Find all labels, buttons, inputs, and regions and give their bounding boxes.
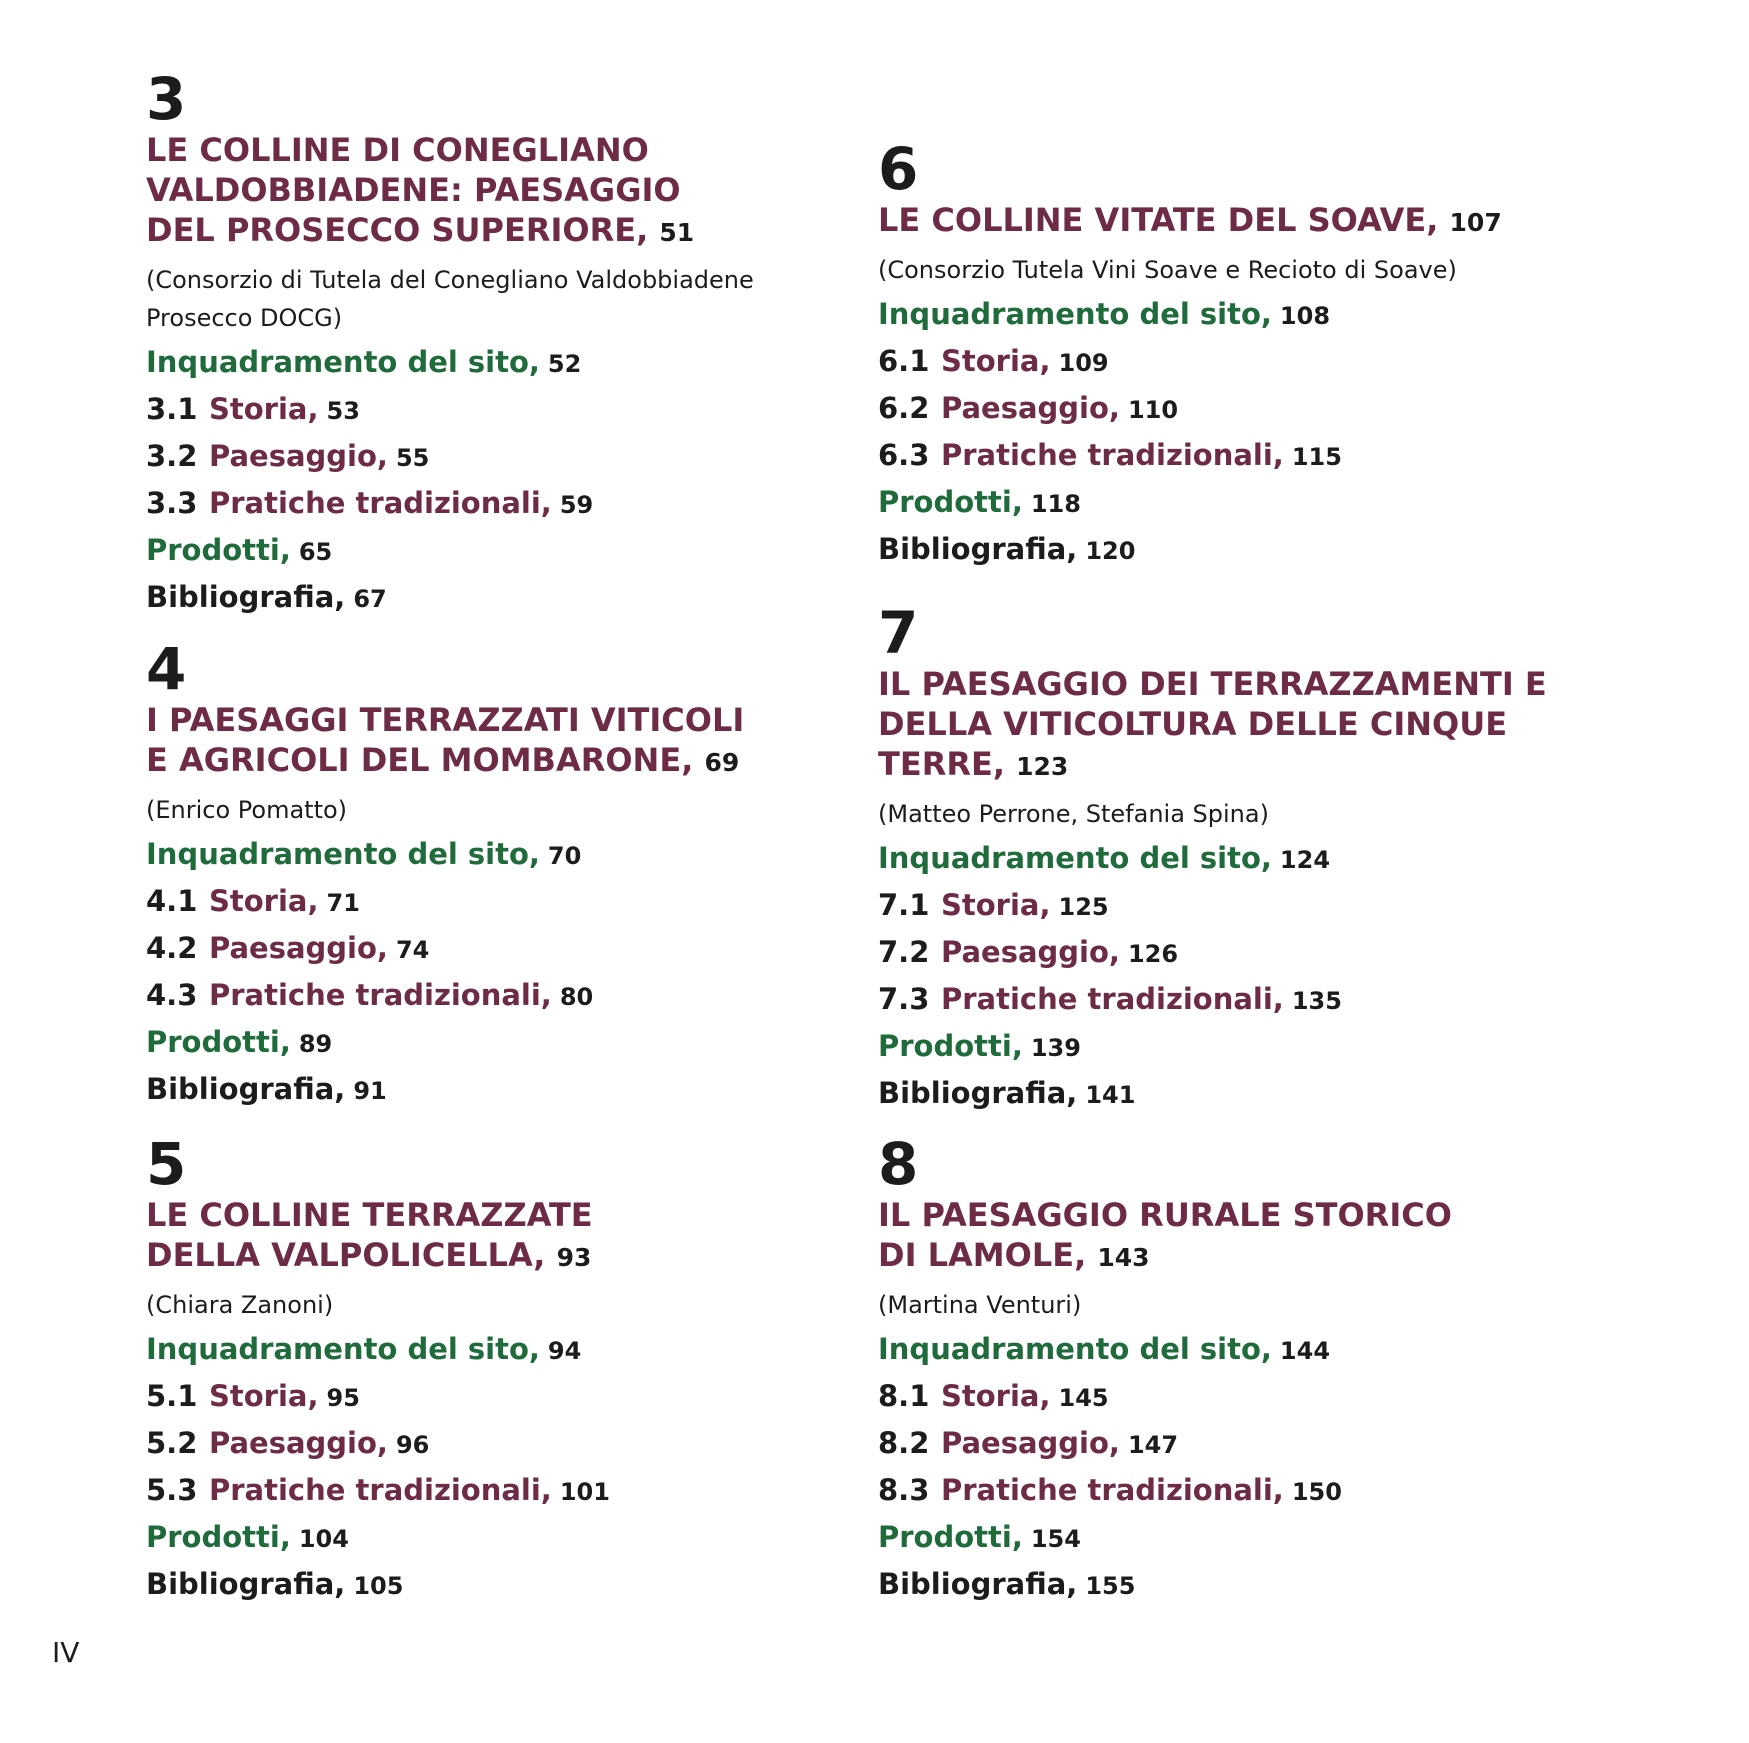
chapter-7 — [878, 599, 1638, 1117]
toc-entry-inquadramento[interactable]: Inquadramento del sito, 52 — [146, 345, 582, 379]
toc-entry-section[interactable]: 7.3 Pratiche tradizionali, 135 — [878, 982, 1342, 1016]
chapter-page: 51 — [659, 218, 695, 247]
toc-entry-prodotti[interactable]: Prodotti, 118 — [878, 485, 1081, 519]
toc-entry-section[interactable]: 4.1 Storia, 71 — [146, 884, 360, 918]
chapter-author: (Consorzio di Tutela del Conegliano Valdobbiadene Prosecco DOCG) — [146, 266, 754, 332]
chapter-page: 93 — [556, 1243, 592, 1272]
toc-entry-prodotti[interactable]: Prodotti, 65 — [146, 533, 333, 567]
toc-entry-prodotti[interactable]: Prodotti, 104 — [146, 1520, 349, 1554]
toc-entry-inquadramento[interactable]: Inquadramento del sito, 94 — [146, 1332, 582, 1366]
chapter-author: (Consorzio Tutela Vini Soave e Recioto di Soave) — [878, 256, 1457, 284]
toc-entry-section[interactable]: 4.3 Pratiche tradizionali, 80 — [146, 978, 594, 1012]
chapter-page: 69 — [704, 748, 740, 777]
chapter-title[interactable]: LE COLLINE DI CONEGLIANO VALDOBBIADENE: PAESAGGIO DEL PROSECCO SUPERIORE, 51 — [146, 131, 695, 249]
toc-entry-section[interactable]: 8.2 Paesaggio, 147 — [878, 1426, 1179, 1460]
chapter-number: 8 — [878, 1130, 919, 1198]
chapter-number: 4 — [146, 635, 187, 703]
toc-entry-section[interactable]: 3.3 Pratiche tradizionali, 59 — [146, 486, 594, 520]
toc-entry-bibliografia[interactable]: Bibliografia, 120 — [878, 532, 1136, 566]
chapter-8 — [878, 1130, 1638, 1608]
chapter-title[interactable]: LE COLLINE TERRAZZATE DELLA VALPOLICELLA, 93 — [146, 1196, 593, 1274]
toc-entry-section[interactable]: 5.3 Pratiche tradizionali, 101 — [146, 1473, 610, 1507]
chapter-5 — [146, 1130, 906, 1608]
toc-entry-inquadramento[interactable]: Inquadramento del sito, 108 — [878, 297, 1331, 331]
chapter-author: (Enrico Pomatto) — [146, 796, 348, 824]
toc-entry-inquadramento[interactable]: Inquadramento del sito, 124 — [878, 841, 1331, 875]
chapter-4 — [146, 635, 906, 1113]
toc-entry-section[interactable]: 5.2 Paesaggio, 96 — [146, 1426, 430, 1460]
chapter-6 — [878, 135, 1638, 573]
toc-entry-section[interactable]: 5.1 Storia, 95 — [146, 1379, 360, 1413]
chapter-title[interactable]: IL PAESAGGIO RURALE STORICO DI LAMOLE, 143 — [878, 1196, 1452, 1274]
chapter-page: 107 — [1449, 208, 1502, 237]
toc-entry-bibliografia[interactable]: Bibliografia, 91 — [146, 1072, 387, 1106]
chapter-author: (Chiara Zanoni) — [146, 1291, 334, 1319]
chapter-page: 123 — [1016, 752, 1069, 781]
toc-entry-section[interactable]: 4.2 Paesaggio, 74 — [146, 931, 430, 965]
chapter-number: 7 — [878, 599, 919, 667]
chapter-3 — [146, 65, 906, 621]
toc-entry-inquadramento[interactable]: Inquadramento del sito, 144 — [878, 1332, 1331, 1366]
toc-entry-prodotti[interactable]: Prodotti, 154 — [878, 1520, 1081, 1554]
page-number: IV — [52, 1636, 80, 1669]
toc-entry-section[interactable]: 8.3 Pratiche tradizionali, 150 — [878, 1473, 1342, 1507]
chapter-title[interactable]: IL PAESAGGIO DEI TERRAZZAMENTI E DELLA VITICOLTURA DELLE CINQUE TERRE, 123 — [878, 665, 1547, 783]
chapter-number: 3 — [146, 65, 187, 133]
toc-entry-section[interactable]: 8.1 Storia, 145 — [878, 1379, 1109, 1413]
toc-entry-bibliografia[interactable]: Bibliografia, 105 — [146, 1567, 404, 1601]
toc-entry-section[interactable]: 7.1 Storia, 125 — [878, 888, 1109, 922]
toc-entry-bibliografia[interactable]: Bibliografia, 67 — [146, 580, 387, 614]
toc-entry-section[interactable]: 6.2 Paesaggio, 110 — [878, 391, 1179, 425]
toc-entry-section[interactable]: 6.1 Storia, 109 — [878, 344, 1109, 378]
toc-entry-bibliografia[interactable]: Bibliografia, 155 — [878, 1567, 1136, 1601]
toc-entry-inquadramento[interactable]: Inquadramento del sito, 70 — [146, 837, 582, 871]
chapter-number: 6 — [878, 135, 919, 203]
chapter-author: (Martina Venturi) — [878, 1291, 1082, 1319]
toc-entry-prodotti[interactable]: Prodotti, 139 — [878, 1029, 1081, 1063]
chapter-page: 143 — [1097, 1243, 1150, 1272]
chapter-author: (Matteo Perrone, Stefania Spina) — [878, 800, 1269, 828]
toc-entry-prodotti[interactable]: Prodotti, 89 — [146, 1025, 333, 1059]
chapter-number: 5 — [146, 1130, 187, 1198]
toc-entry-section[interactable]: 6.3 Pratiche tradizionali, 115 — [878, 438, 1342, 472]
toc-entry-section[interactable]: 3.1 Storia, 53 — [146, 392, 360, 426]
toc-entry-bibliografia[interactable]: Bibliografia, 141 — [878, 1076, 1136, 1110]
chapter-title[interactable]: LE COLLINE VITATE DEL SOAVE, 107 — [878, 201, 1502, 239]
toc-entry-section[interactable]: 3.2 Paesaggio, 55 — [146, 439, 430, 473]
toc-entry-section[interactable]: 7.2 Paesaggio, 126 — [878, 935, 1179, 969]
chapter-title[interactable]: I PAESAGGI TERRAZZATI VITICOLI E AGRICOLI DEL MOMBARONE, 69 — [146, 701, 745, 779]
